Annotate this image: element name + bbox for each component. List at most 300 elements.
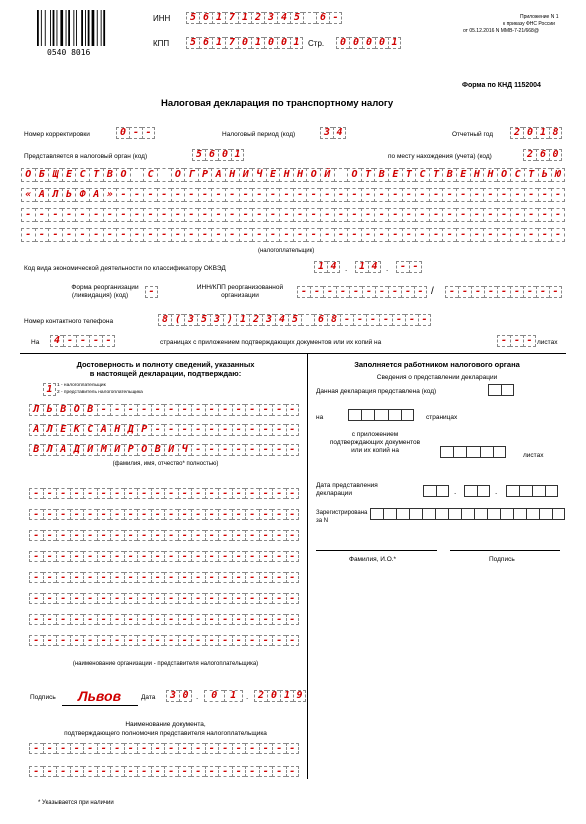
char-cell: - [205, 404, 219, 416]
char-cell: 0 [179, 690, 192, 702]
char-cell: - [205, 551, 219, 562]
period-label: Налоговый период (код) [222, 131, 296, 138]
char-cell: 5 [290, 12, 303, 24]
char-cell: - [232, 404, 246, 416]
char-cell: 0 [336, 37, 349, 49]
char-cell: - [164, 593, 178, 604]
char-cell: - [218, 530, 232, 541]
char-cell: - [191, 551, 205, 562]
char-cell: ) [223, 314, 236, 326]
patronymic-field[interactable] [29, 444, 299, 456]
doc-caption-1: Наименование документа, [125, 721, 206, 728]
char-cell: - [89, 208, 103, 222]
char-cell: - [43, 530, 57, 541]
char-cell: - [97, 593, 111, 604]
phone-label: Номер контактного телефона [24, 318, 114, 325]
signature-line [62, 705, 138, 706]
char-cell: - [124, 572, 138, 583]
char-cell: - [286, 635, 300, 646]
date-submitted-day[interactable] [423, 485, 449, 497]
char-cell: - [56, 593, 70, 604]
char-cell: В [103, 168, 117, 182]
char-cell: - [56, 614, 70, 625]
char-cell: - [245, 530, 259, 541]
char-cell: - [293, 188, 307, 202]
char-cell: - [97, 530, 111, 541]
char-cell [401, 409, 414, 421]
char-cell: Т [524, 168, 538, 182]
char-cell [487, 508, 500, 520]
char-cell: 0 [267, 690, 280, 702]
char-cell: 5 [186, 12, 199, 24]
char-cell: - [323, 286, 336, 298]
char-cell: 8 [327, 314, 340, 326]
char-cell: - [334, 208, 348, 222]
taxpayer-line-1[interactable] [21, 168, 565, 182]
char-cell: 5 [288, 314, 301, 326]
char-cell: Е [456, 168, 470, 182]
char-cell: - [198, 228, 212, 242]
char-cell: - [29, 551, 43, 562]
char-cell: - [103, 208, 117, 222]
char-cell: А [56, 444, 70, 456]
char-cell: - [83, 488, 97, 499]
correction-label: Номер корректировки [24, 131, 90, 138]
char-cell: - [211, 188, 225, 202]
char-cell [526, 508, 539, 520]
char-cell [423, 485, 436, 497]
char-cell: - [56, 743, 70, 754]
char-cell: - [272, 488, 286, 499]
char-cell: - [97, 551, 111, 562]
char-cell: - [97, 509, 111, 520]
char-cell: - [245, 488, 259, 499]
char-cell: 8 [158, 314, 171, 326]
surname-field[interactable] [29, 404, 299, 416]
confirm-code-field[interactable] [43, 383, 56, 396]
char-cell: Д [70, 444, 84, 456]
char-cell: О [70, 404, 84, 416]
pages-field[interactable] [50, 335, 115, 347]
appendix-label-3: или их копий на [351, 447, 399, 454]
char-cell: - [164, 572, 178, 583]
char-cell: - [29, 614, 43, 625]
char-cell: - [374, 208, 388, 222]
char-cell: - [178, 614, 192, 625]
char-cell: - [232, 509, 246, 520]
char-cell: - [191, 424, 205, 436]
okved-field-1[interactable] [314, 261, 340, 273]
char-cell: - [83, 766, 97, 777]
char-cell: 6 [205, 149, 218, 161]
char-cell [436, 485, 449, 497]
char-cell: 5 [186, 37, 199, 49]
char-cell: Ч [252, 168, 266, 182]
char-cell: - [415, 188, 429, 202]
correction-field[interactable] [116, 127, 155, 139]
char-cell: - [205, 614, 219, 625]
char-cell: - [191, 614, 205, 625]
char-cell: - [232, 572, 246, 583]
reg-label-2: за N [316, 518, 329, 524]
char-cell: - [245, 593, 259, 604]
reg-number-field[interactable] [370, 508, 565, 520]
confirm-option-2: 2 - представитель налогоплательщика [57, 390, 143, 395]
char-cell: - [483, 188, 497, 202]
char-cell: 0 [204, 690, 224, 702]
pages-text: страницах с приложением подтверждающих документов или их копий на [160, 339, 382, 346]
char-cell: - [178, 635, 192, 646]
char-cell: - [497, 228, 511, 242]
char-cell: - [405, 314, 418, 326]
char-cell: - [347, 208, 361, 222]
copies-field[interactable] [497, 335, 536, 347]
char-cell: - [266, 188, 280, 202]
char-cell: - [164, 488, 178, 499]
char-cell: - [178, 572, 192, 583]
char-cell: - [191, 444, 205, 456]
char-cell: - [366, 314, 379, 326]
char-cell: - [43, 572, 57, 583]
taxpayer-line-4[interactable] [21, 228, 565, 242]
sheets-count-field[interactable] [440, 446, 506, 458]
taxpayer-line-2[interactable] [21, 188, 565, 202]
char-cell: 0 [362, 37, 375, 49]
char-cell: - [83, 635, 97, 646]
char-cell: - [232, 424, 246, 436]
char-cell: - [259, 635, 273, 646]
char-cell: - [143, 208, 157, 222]
char-cell: - [232, 743, 246, 754]
char-cell: В [442, 168, 456, 182]
char-cell: 4 [333, 127, 346, 139]
char-cell: В [56, 404, 70, 416]
org-line-7[interactable] [29, 614, 299, 625]
barcode [35, 10, 115, 50]
char-cell: - [178, 593, 192, 604]
char-cell: 6 [199, 12, 212, 24]
char-cell: - [245, 572, 259, 583]
char-cell: О [116, 168, 130, 182]
char-cell [506, 485, 519, 497]
char-cell: 4 [277, 12, 290, 24]
char-cell: - [70, 766, 84, 777]
reorg-form-label-2: (ликвидация) (код) [71, 292, 129, 299]
phone-field[interactable] [158, 314, 431, 326]
char-cell [466, 446, 479, 458]
char-cell: - [151, 509, 165, 520]
char-cell: 2 [251, 12, 264, 24]
date-submitted-year[interactable] [506, 485, 558, 497]
appendix-label-1: с приложением [351, 431, 399, 438]
char-cell: - [116, 188, 130, 202]
char-cell: - [538, 188, 552, 202]
char-cell: - [205, 743, 219, 754]
char-cell: - [239, 228, 253, 242]
doc-line-1[interactable] [29, 743, 299, 754]
char-cell: - [110, 551, 124, 562]
char-cell [488, 384, 501, 396]
char-cell: 4 [50, 335, 63, 347]
year-field[interactable] [510, 127, 562, 139]
char-cell: - [151, 593, 165, 604]
char-cell: - [245, 743, 259, 754]
char-cell: И [83, 444, 97, 456]
char-cell: 1 [212, 12, 225, 24]
char-cell: 0 [375, 37, 388, 49]
char-cell: - [266, 228, 280, 242]
char-cell: - [272, 404, 286, 416]
char-cell [301, 314, 314, 326]
char-cell: А [35, 188, 49, 202]
org-caption: (наименование организации - представителя налогоплательщика) [72, 661, 259, 667]
char-cell: - [43, 509, 57, 520]
char-cell: - [456, 208, 470, 222]
char-cell: 5 [197, 314, 210, 326]
reorg-inn-label-1: ИНН/КПП реорганизованной [196, 284, 284, 291]
org-line-1[interactable] [29, 488, 299, 499]
char-cell: Ч [178, 444, 192, 456]
org-line-5[interactable] [29, 572, 299, 583]
char-cell [519, 485, 532, 497]
char-cell: - [191, 530, 205, 541]
char-cell: - [232, 530, 246, 541]
char-cell: - [205, 509, 219, 520]
char-cell: - [110, 593, 124, 604]
char-cell: - [29, 593, 43, 604]
char-cell: - [334, 188, 348, 202]
char-cell: - [110, 635, 124, 646]
char-cell: - [211, 228, 225, 242]
char-cell: - [286, 614, 300, 625]
char-cell: - [536, 286, 549, 298]
char-cell [157, 168, 171, 182]
char-cell: - [510, 208, 524, 222]
char-cell: - [388, 228, 402, 242]
char-cell: - [286, 766, 300, 777]
char-cell [453, 446, 466, 458]
char-cell: - [124, 614, 138, 625]
taxpayer-line-3[interactable] [21, 208, 565, 222]
char-cell: - [164, 635, 178, 646]
char-cell [501, 384, 514, 396]
char-cell: - [151, 488, 165, 499]
char-cell: - [97, 488, 111, 499]
char-cell: - [259, 593, 273, 604]
char-cell: - [218, 743, 232, 754]
char-cell: М [97, 444, 111, 456]
period-field[interactable] [320, 127, 346, 139]
char-cell: - [225, 188, 239, 202]
char-cell: - [29, 572, 43, 583]
char-cell: - [409, 261, 422, 273]
char-cell [361, 409, 374, 421]
char-cell: - [396, 261, 409, 273]
char-cell: - [198, 208, 212, 222]
char-cell: - [205, 766, 219, 777]
char-cell: Р [198, 168, 212, 182]
char-cell: - [252, 208, 266, 222]
appendix-line-1: Приложение N 1 [520, 14, 559, 20]
char-cell: - [191, 509, 205, 520]
authority-field[interactable] [192, 149, 244, 161]
char-cell: С [510, 168, 524, 182]
char-cell: 0 [523, 127, 536, 139]
char-cell: 5 [192, 149, 205, 161]
char-cell: - [239, 208, 253, 222]
char-cell: - [151, 551, 165, 562]
char-cell: - [205, 635, 219, 646]
doc-line-2[interactable] [29, 766, 299, 777]
org-line-4[interactable] [29, 551, 299, 562]
org-line-8[interactable] [29, 635, 299, 646]
date-year-field[interactable] [254, 690, 306, 702]
char-cell: - [551, 228, 565, 242]
char-cell: - [137, 572, 151, 583]
char-cell: - [402, 228, 416, 242]
kpp-field[interactable] [186, 37, 303, 49]
first-name-field[interactable] [29, 424, 299, 436]
char-cell: - [259, 444, 273, 456]
reorg-form-field[interactable] [145, 286, 158, 298]
char-cell: - [191, 635, 205, 646]
char-cell: - [178, 743, 192, 754]
char-cell: - [549, 286, 562, 298]
footnote: * Указывается при наличии [38, 800, 114, 806]
location-field[interactable] [523, 149, 562, 161]
okved-field-2[interactable] [355, 261, 381, 273]
char-cell: Т [429, 168, 443, 182]
char-cell: - [272, 766, 286, 777]
left-title-1: Достоверность и полноту сведений, указанных [76, 360, 255, 369]
char-cell: А [97, 424, 111, 436]
char-cell: - [164, 766, 178, 777]
char-cell: - [470, 188, 484, 202]
char-cell: - [445, 286, 458, 298]
char-cell: Л [43, 424, 57, 436]
char-cell: - [43, 743, 57, 754]
pages-count-field[interactable] [348, 409, 414, 421]
char-cell: - [29, 766, 43, 777]
char-cell: - [334, 228, 348, 242]
submitted-code-field[interactable] [488, 384, 514, 396]
char-cell [545, 485, 558, 497]
char-cell: - [56, 635, 70, 646]
char-cell [480, 446, 493, 458]
char-cell: - [306, 188, 320, 202]
char-cell: - [137, 509, 151, 520]
char-cell: - [157, 208, 171, 222]
char-cell: О [21, 168, 35, 182]
char-cell: - [218, 551, 232, 562]
reorg-kpp-field[interactable] [445, 286, 562, 298]
page-field[interactable] [336, 37, 401, 49]
char-cell: - [259, 509, 273, 520]
char-cell: - [89, 335, 102, 347]
char-cell: - [29, 635, 43, 646]
char-cell: - [252, 188, 266, 202]
char-cell [513, 508, 526, 520]
char-cell: - [124, 593, 138, 604]
org-line-3[interactable] [29, 530, 299, 541]
char-cell: - [286, 593, 300, 604]
char-cell: - [259, 530, 273, 541]
char-cell: - [483, 228, 497, 242]
char-cell: Т [361, 168, 375, 182]
char-cell: - [286, 424, 300, 436]
char-cell: - [414, 286, 427, 298]
reorg-inn-field[interactable] [297, 286, 427, 298]
char-cell: - [35, 228, 49, 242]
char-cell: - [361, 208, 375, 222]
date-submitted-label-2: декларации [316, 490, 352, 497]
confirm-option-1: 1 - налогоплательщик [57, 383, 106, 388]
char-cell: - [329, 12, 342, 24]
char-cell: - [272, 743, 286, 754]
char-cell: Л [29, 404, 43, 416]
char-cell: - [205, 424, 219, 436]
char-cell: 1 [231, 149, 244, 161]
char-cell: - [272, 424, 286, 436]
char-cell [474, 508, 487, 520]
char-cell: - [124, 551, 138, 562]
char-cell: - [124, 530, 138, 541]
char-cell: - [130, 208, 144, 222]
org-line-2[interactable] [29, 509, 299, 520]
char-cell: - [43, 551, 57, 562]
char-cell: - [272, 614, 286, 625]
char-cell: - [48, 208, 62, 222]
char-cell [552, 508, 565, 520]
char-cell: - [124, 743, 138, 754]
char-cell: Ь [43, 404, 57, 416]
char-cell: - [286, 743, 300, 754]
year-label: Отчетный год [452, 131, 493, 138]
char-cell: - [70, 488, 84, 499]
reorg-slash: / [431, 286, 434, 297]
char-cell: - [184, 208, 198, 222]
char-cell: - [266, 208, 280, 222]
char-cell: - [70, 743, 84, 754]
char-cell: - [110, 614, 124, 625]
inn-field[interactable] [186, 12, 342, 24]
date-day-field[interactable] [166, 690, 192, 702]
char-cell: Ь [538, 168, 552, 182]
char-cell: - [456, 188, 470, 202]
char-cell: - [75, 228, 89, 242]
date-submitted-month[interactable] [464, 485, 490, 497]
char-cell: - [151, 530, 165, 541]
char-cell: - [83, 743, 97, 754]
char-cell: - [551, 188, 565, 202]
char-cell: - [379, 314, 392, 326]
char-cell: - [252, 228, 266, 242]
char-cell: - [110, 766, 124, 777]
char-cell: - [347, 188, 361, 202]
char-cell [461, 508, 474, 520]
char-cell: 4 [368, 261, 381, 273]
org-line-6[interactable] [29, 593, 299, 604]
okved-field-3[interactable] [396, 261, 422, 273]
date-month-field[interactable] [204, 690, 243, 702]
char-cell: - [137, 488, 151, 499]
char-cell: - [198, 188, 212, 202]
char-cell: - [232, 444, 246, 456]
char-cell: - [418, 314, 431, 326]
barcode-number: 0540 8016 [47, 48, 91, 57]
char-cell: 3 [264, 12, 277, 24]
char-cell: 1 [238, 12, 251, 24]
